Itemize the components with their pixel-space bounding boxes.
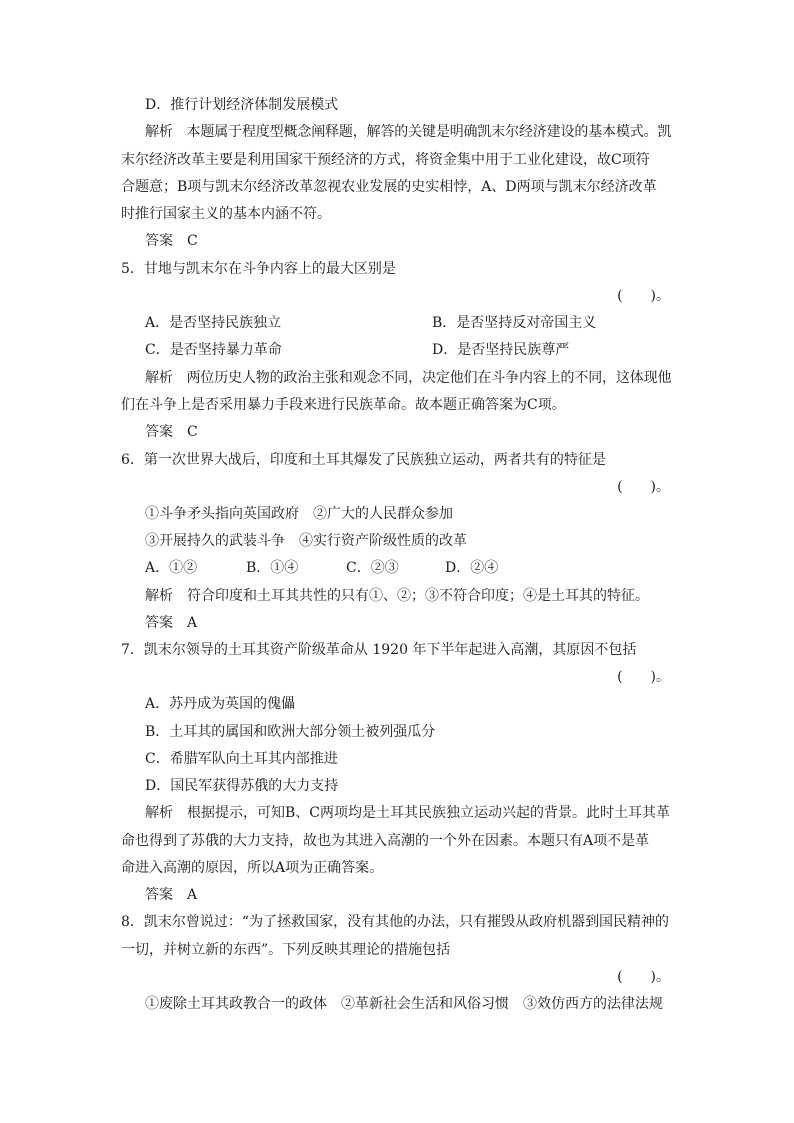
- q5-option-c: C．是否坚持暴力革命: [145, 342, 282, 358]
- q7-option-c: C．希腊军队向土耳其内部推进: [145, 751, 338, 767]
- q6-option-d: D．②④: [445, 560, 499, 576]
- q6-items-line-2: ③开展持久的武装斗争 ④实行资产阶级性质的改革: [145, 533, 467, 549]
- q4-analysis-line-4: 时推行国家主义的基本内涵不符。: [121, 206, 331, 222]
- q5-analysis-line-1: 解析 两位历史人物的政治主张和观念不同，决定他们在斗争内容上的不同，这体现他: [145, 370, 672, 386]
- q8-answer-blank: ( )。: [617, 969, 670, 985]
- q4-answer: 答案 C: [145, 233, 198, 249]
- q8-stem-line-2: 一切，并树立新的东西”。下列反映其理论的措施包括: [121, 942, 451, 958]
- q7-analysis-line-3: 命进入高潮的原因，所以A项为正确答案。: [121, 860, 384, 876]
- q7-analysis-line-2: 命也得到了苏俄的大力支持，故也为其进入高潮的一个外在因素。本题只有A项不是革: [121, 833, 650, 849]
- q5-stem: 5．甘地与凯末尔在斗争内容上的最大区别是: [121, 261, 396, 277]
- q5-answer: 答案 C: [145, 424, 198, 440]
- q7-option-a: A．苏丹成为英国的傀儡: [145, 696, 296, 712]
- q7-option-b: B．土耳其的属国和欧洲大部分领土被列强瓜分: [145, 724, 436, 740]
- q5-answer-blank: ( )。: [617, 288, 670, 304]
- q5-option-d: D．是否坚持民族尊严: [432, 342, 570, 358]
- q6-answer-blank: ( )。: [617, 479, 670, 495]
- q7-answer: 答案 A: [145, 887, 198, 903]
- q7-analysis-line-1: 解析 根据提示，可知B、C两项均是土耳其民族独立运动兴起的背景。此时土耳其革: [145, 805, 670, 821]
- q4-analysis-line-3: 合题意；B项与凯末尔经济改革忽视农业发展的史实相悖，A、D两项与凯末尔经济改革: [121, 179, 657, 195]
- q6-option-b: B．①④: [246, 560, 299, 576]
- q7-stem: 7．凯末尔领导的土耳其资产阶级革命从 1920 年下半年起进入高潮，其原因不包括: [121, 642, 637, 658]
- q6-option-a: A．①②: [145, 560, 198, 576]
- q4-analysis-line-2: 末尔经济改革主要是利用国家干预经济的方式，将资金集中用于工业化建设，故C项符: [121, 152, 650, 168]
- q6-stem: 6．第一次世界大战后，印度和土耳其爆发了民族独立运动，两者共有的特征是: [121, 452, 606, 468]
- q5-option-a: A．是否坚持民族独立: [145, 315, 282, 331]
- q6-analysis: 解析 符合印度和土耳其共性的只有①、②；③不符合印度；④是土耳其的特征。: [145, 588, 649, 604]
- q5-option-b: B．是否坚持反对帝国主义: [432, 315, 597, 331]
- q6-items-line-1: ①斗争矛头指向英国政府 ②广大的人民群众参加: [145, 506, 453, 522]
- q7-option-d: D．国民军获得苏俄的大力支持: [145, 778, 339, 794]
- q7-answer-blank: ( )。: [617, 669, 670, 685]
- q8-stem-line-1: 8．凯末尔曾说过：“为了拯救国家，没有其他的办法，只有摧毁从政府机器到国民精神的: [121, 914, 670, 930]
- q5-analysis-line-2: 们在斗争上是否采用暴力手段来进行民族革命。故本题正确答案为C项。: [121, 397, 566, 413]
- q8-items-line-1: ①废除土耳其政教合一的政体 ②革新社会生活和风俗习惯 ③效仿西方的法律法规: [145, 996, 663, 1012]
- q4-option-d: D．推行计划经济体制发展模式: [145, 97, 339, 113]
- q6-option-c: C．②③: [346, 560, 399, 576]
- q4-analysis-line-1: 解析 本题属于程度型概念阐释题，解答的关键是明确凯末尔经济建设的基本模式。凯: [145, 124, 672, 140]
- q6-answer: 答案 A: [145, 615, 198, 631]
